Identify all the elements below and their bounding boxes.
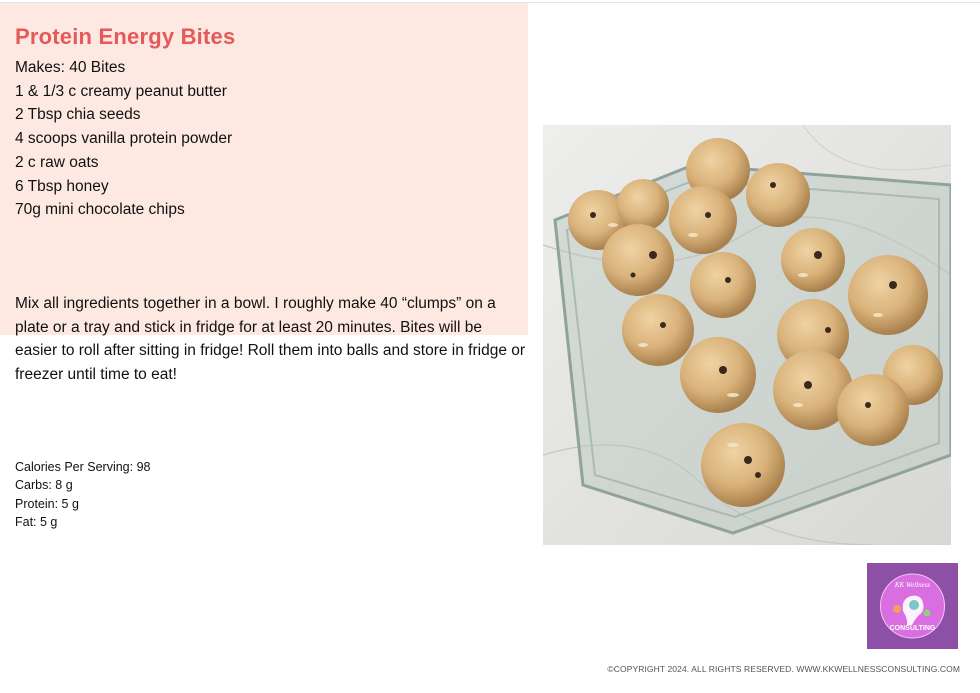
ingredient-item: 70g mini chocolate chips <box>15 201 185 219</box>
nutrition-calories: Calories Per Serving: 98 <box>15 460 151 474</box>
logo-graphic <box>867 563 958 649</box>
logo-bottom-text: CONSULTING <box>889 625 936 632</box>
recipe-title: Protein Energy Bites <box>15 24 236 49</box>
nutrition-carbs: Carbs: 8 g <box>15 478 73 493</box>
kk-wellness-logo <box>867 563 958 649</box>
logo-top-text: KK Wellness <box>894 581 931 589</box>
ingredient-item: 6 Tbsp honey <box>15 177 109 195</box>
recipe-instructions: Mix all ingredients together in a bowl. I roughly make 40 “clumps” on a plate or a tray and stick in fridge for at least 20 minutes. Bites will be easier to roll after sitting in fridge! Roll them into balls and store in fridge or freezer until time to eat! <box>15 295 526 384</box>
nutrition-fat: Fat: 5 g <box>15 514 58 529</box>
copyright-footer: ©COPYRIGHT 2024. ALL RIGHTS RESERVED. WWW.KKWELLNESSCONSULTING.COM <box>607 664 960 674</box>
ingredient-item: 2 c raw oats <box>15 153 99 171</box>
ingredient-item: 4 scoops vanilla protein powder <box>15 130 233 148</box>
nutrition-facts <box>15 458 150 531</box>
ingredient-item: 2 Tbsp chia seeds <box>15 106 141 124</box>
ingredient-item: 1 & 1/3 c creamy peanut butter <box>15 82 227 100</box>
ingredient-list <box>15 56 232 222</box>
energy-bites-photo <box>543 125 951 545</box>
ingredient-yield: Makes: 40 Bites <box>15 59 126 76</box>
nutrition-protein: Protein: 5 g <box>15 496 79 511</box>
energy-bites-illustration <box>543 125 951 545</box>
